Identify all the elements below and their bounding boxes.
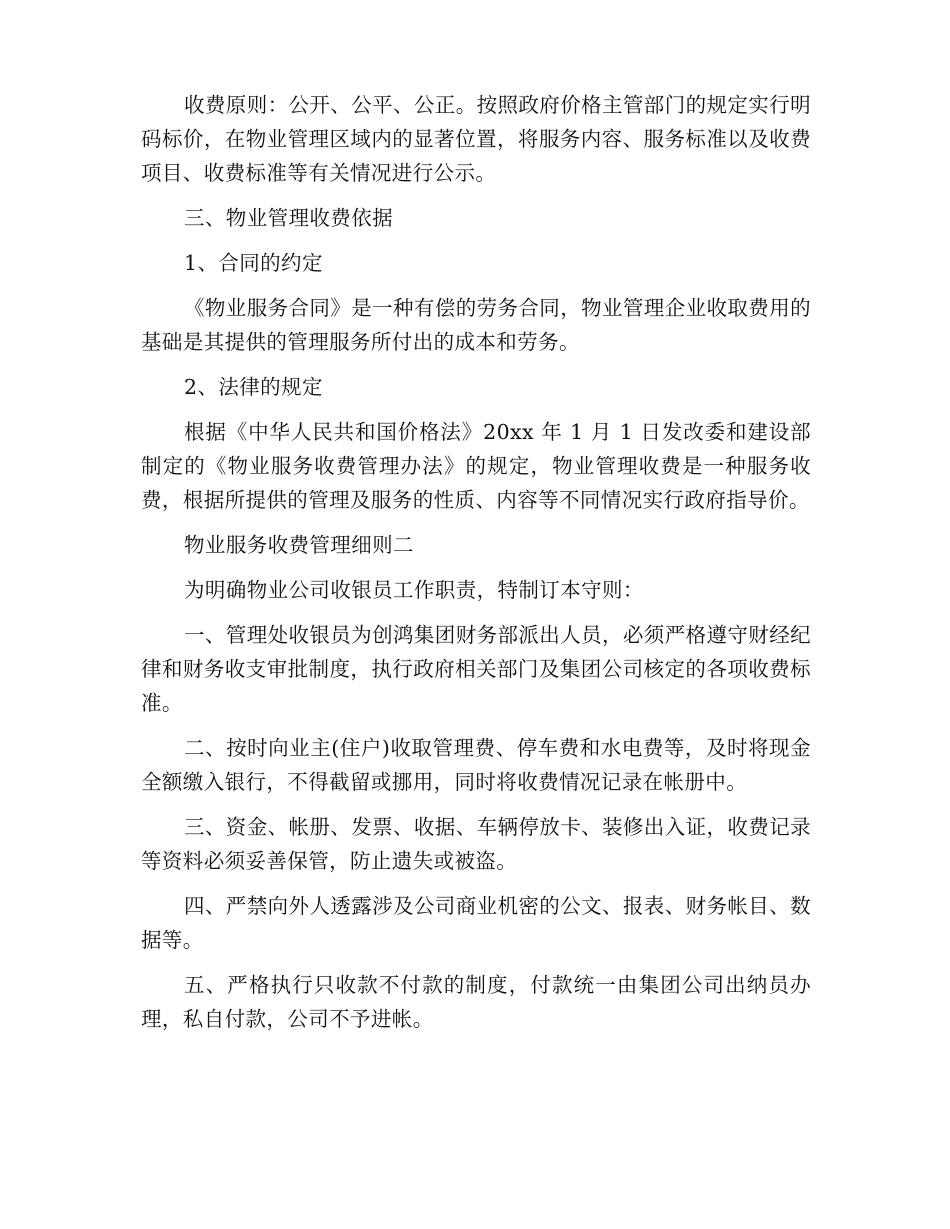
document-body [141, 88, 811, 1047]
rule-item-5: 五、严格执行只收款不付款的制度，付款统一由集团公司出纳员办理，私自付款，公司不予进帐。 [141, 973, 811, 1031]
rule-item-1: 一、管理处收银员为创鸿集团财务部派出人员，必须严格遵守财经纪律和财务收支审批制度，执行政府相关部门及集团公司核定的各项收费标准。 [141, 623, 811, 715]
rule-item-3: 三、资金、帐册、发票、收据、车辆停放卡、装修出入证，收费记录等资料必须妥善保管，防止遗失或被盗。 [141, 815, 811, 873]
rule-item-4: 四、严禁向外人透露涉及公司商业机密的公文、报表、财务帐目、数据等。 [141, 894, 811, 952]
paragraph-contract: 《物业服务合同》是一种有偿的劳务合同，物业管理企业收取费用的基础是其提供的管理服务所付出的成本和劳务。 [141, 296, 811, 354]
section-title-rules-two: 物业服务收费管理细则二 [184, 533, 414, 557]
paragraph-intro: 为明确物业公司收银员工作职责，特制订本守则： [184, 578, 644, 602]
paragraph-fee-principles: 收费原则：公开、公平、公正。按照政府价格主管部门的规定实行明码标价，在物业管理区域内的显著位置，将服务内容、服务标准以及收费项目、收费标准等有关情况进行公示。 [141, 93, 811, 185]
rule-item-2: 二、按时向业主(住户)收取管理费、停车费和水电费等，及时将现金全额缴入银行，不得截留或挪用，同时将收费情况记录在帐册中。 [141, 736, 811, 794]
subheading-contract: 1、合同的约定 [184, 251, 323, 275]
section-heading-fee-basis: 三、物业管理收费依据 [184, 206, 393, 230]
subheading-law: 2、法律的规定 [184, 375, 323, 399]
paragraph-law: 根据《中华人民共和国价格法》20xx 年 1 月 1 日发改委和建设部制定的《物业服务收费管理办法》的规定，物业管理收费是一种服务收费，根据所提供的管理及服务的性质、内容等不同情况实行政府指导价。 [141, 420, 811, 512]
